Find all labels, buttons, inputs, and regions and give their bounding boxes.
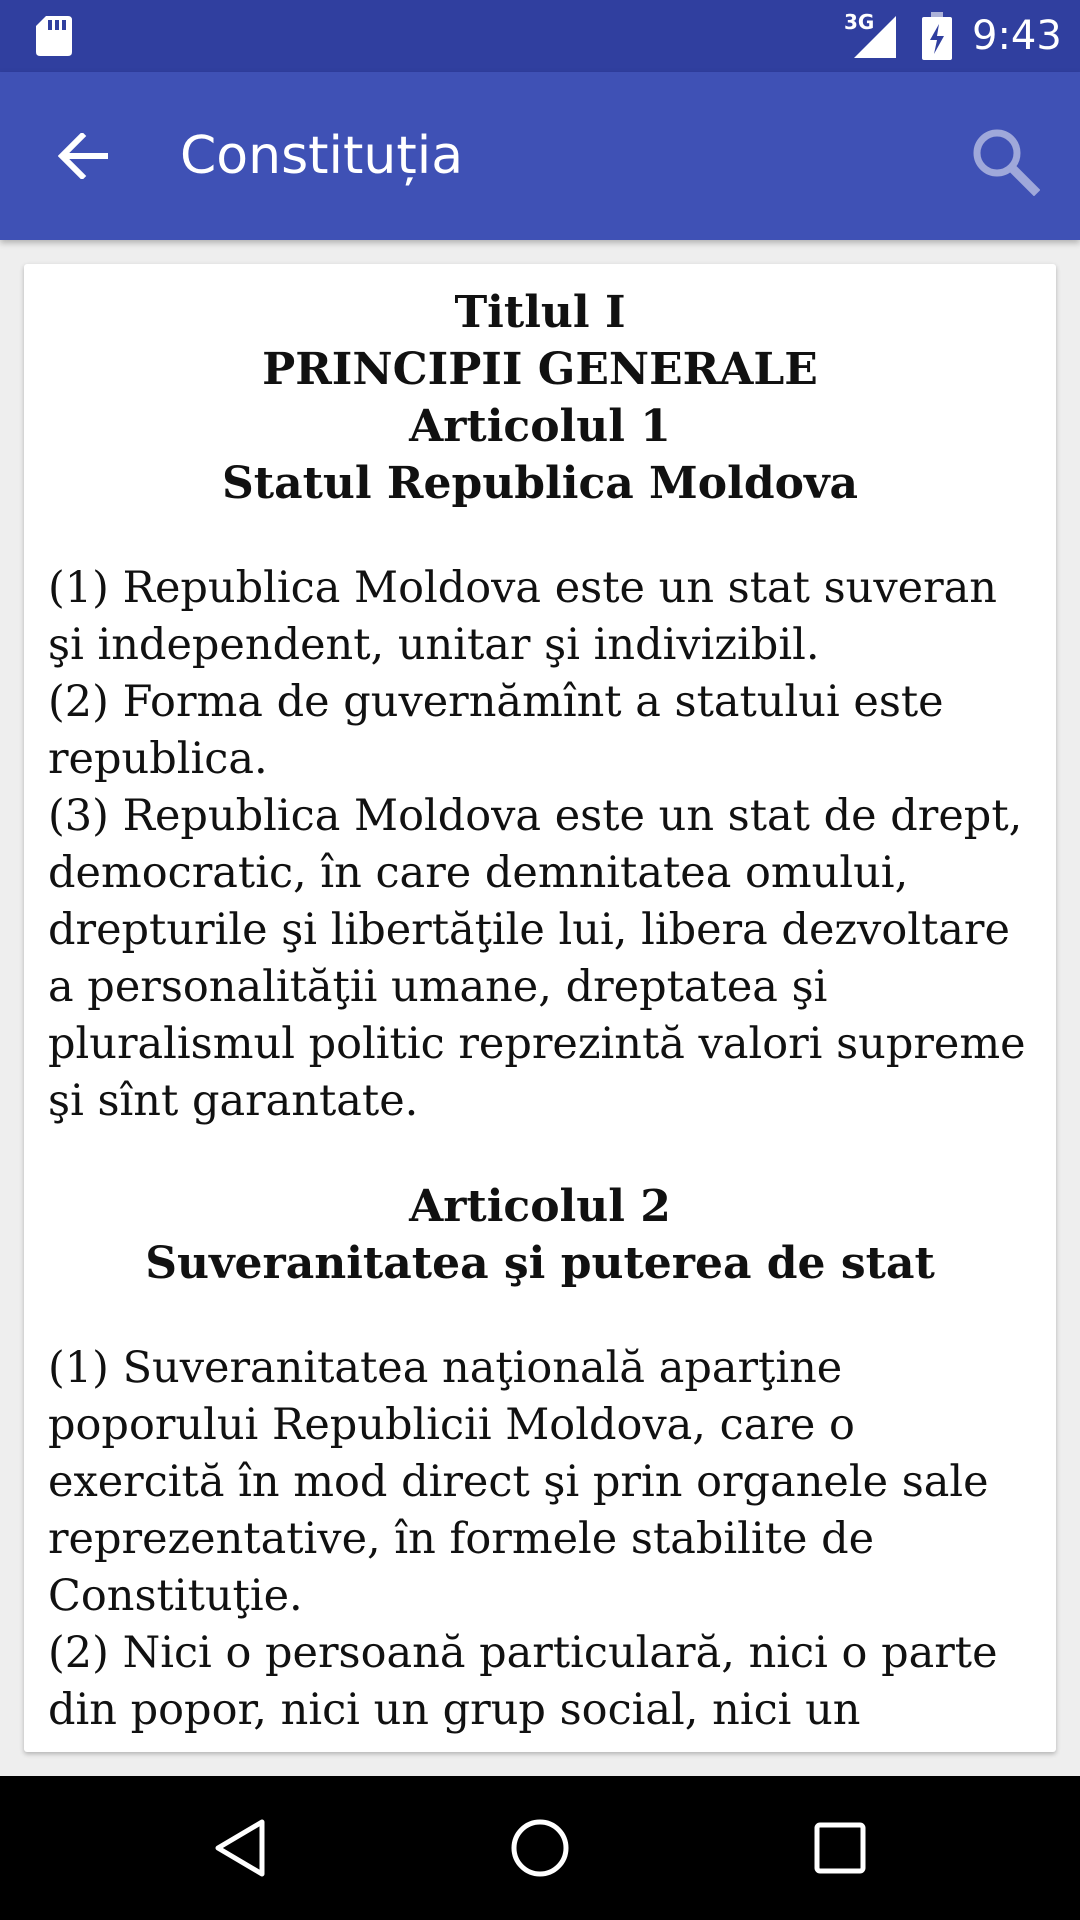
nav-recents-icon [812,1820,868,1876]
title-line: Titlul I [454,287,626,338]
navigation-bar [0,1776,1080,1920]
article-number: Articolul 1 [409,401,671,452]
article-number: Articolul 2 [409,1181,671,1232]
article-1-heading [48,284,1032,512]
back-button[interactable] [40,112,128,200]
search-button[interactable] [956,112,1052,208]
paragraph: (1) Republica Moldova este un stat suveran şi independent, unitar şi indivizibil. [48,563,998,670]
article-1-body [48,560,1032,1130]
document-text [24,264,1056,1739]
battery-charging-icon [922,12,952,60]
arrow-back-icon [58,133,110,179]
document-card [24,264,1056,1752]
article-subject: Statul Republica Moldova [221,458,859,509]
nav-home-icon [508,1816,572,1880]
nav-back-button[interactable] [192,1800,288,1896]
search-icon [968,124,1040,196]
status-clock: 9:43 [972,13,1062,59]
app-bar [0,72,1080,240]
sd-card-icon [36,16,72,56]
nav-home-button[interactable] [492,1800,588,1896]
article-2-body [48,1340,1032,1739]
paragraph: (1) Suveranitatea naţională aparţine poporului Republicii Moldova, care o exercită în mod direct şi prin organele sale reprezentative, în formele stabilite de Constituţie. [48,1343,989,1621]
status-bar [0,0,1080,72]
paragraph: (2) Forma de guvernămînt a statului este republica. [48,677,944,784]
section-title: PRINCIPII GENERALE [262,344,818,395]
article-subject: Suveranitatea şi puterea de stat [145,1238,935,1289]
cell-signal-icon [846,14,898,58]
network-type-label: 3G [844,10,875,34]
nav-recents-button[interactable] [792,1800,888,1896]
paragraph: (2) Nici o persoană particulară, nici o parte din popor, nici un grup social, nici un [48,1628,998,1735]
paragraph: (3) Republica Moldova este un stat de drept, democratic, în care demnitatea omului, drepturile şi libertăţile lui, libera dezvoltare a personalităţii umane, dreptatea şi pluralismul politic reprezintă valori supreme şi sînt garantate. [48,791,1026,1126]
nav-back-icon [210,1816,270,1880]
article-2-heading [48,1178,1032,1292]
page-title: Constituția [180,126,464,186]
